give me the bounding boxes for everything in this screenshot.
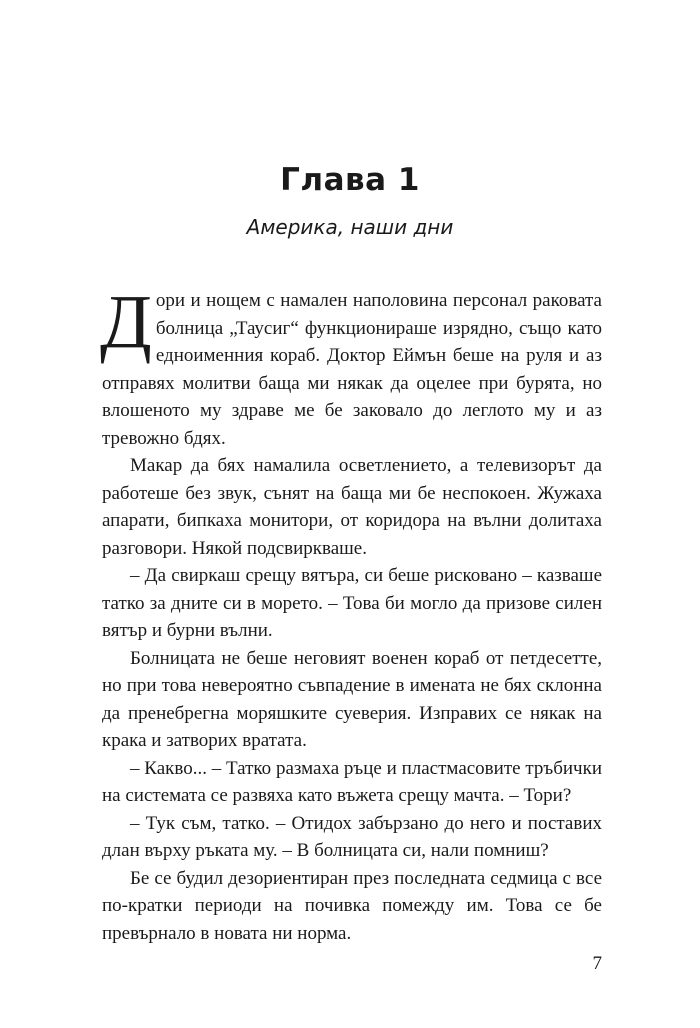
paragraph-1-text: ори и нощем с намален наполовина персонал раковата болница „Таусиг“ функционираше изрядно, също като едноименния кораб. Доктор Еймън беше на руля и аз отправях молитви баща ми някак да оцелее при бурята, но влошеното му здраве ме бе заковало до леглото му и аз тревожно бдях. xyxy=(102,290,602,449)
paragraph-4: Болницата не беше неговият военен кораб от петдесетте, но при това невероятно съвпадение в имената не бях склонна да пренебрегна моряшките суеверия. Изправих се някак на крака и затворих вратата. xyxy=(102,647,602,751)
chapter-subtitle: Америка, наши дни xyxy=(246,215,454,239)
paragraph-3: – Да свиркаш срещу вятъра, си беше рисковано – казваше татко за дните си в морето. – Това би могло да призове силен вятър и бурни вълни. xyxy=(102,565,602,641)
body-text xyxy=(100,280,602,947)
paragraph-5: – Какво... – Татко размаха ръце и пластмасовите тръбички на системата се развяха като въжета срещу мачта. – Тори? xyxy=(102,757,602,806)
page-number: 7 xyxy=(592,953,602,974)
chapter-title: Глава 1 xyxy=(280,162,420,198)
paragraph-1 xyxy=(100,280,602,452)
paragraph-6: – Тук съм, татко. – Отидох забързано до него и поставих длан върху ръката му. – В болницата си, нали помниш? xyxy=(102,812,602,861)
paragraph-2: Макар да бях намалила осветлението, а телевизорът да работеше без звук, сънят на баща ми бе неспокоен. Жужаха апарати, бипкаха монитори, от коридора на вълни долитаха разговори. Някой подсвиркваше. xyxy=(102,455,602,559)
drop-cap: Д xyxy=(100,280,152,364)
paragraph-7: Бе се будил дезориентиран през последната седмица с все по-кратки периоди на почивка помежду им. Това се бе превърнало в новата ни норма. xyxy=(102,867,602,944)
